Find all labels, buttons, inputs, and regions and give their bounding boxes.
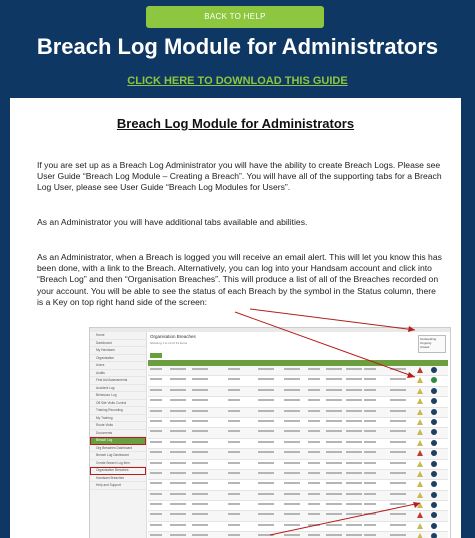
key-line-closed: Closed bbox=[420, 345, 430, 349]
additional-tabs-paragraph: As an Administrator you will have additional tabs available and abilities. bbox=[37, 217, 308, 227]
screenshot-sidebar-item: Users bbox=[90, 362, 146, 370]
email-alert-paragraph: As an Administrator, when a Breach is logged you will receive an email alert. This will let you know this has been done, with a link to the Breach. Alternatively, you can log into your Handsam account and click into “Breach Log” and then “Organisation Breaches”. This will produce a list of all of the Breaches recorded on your account. You will be able to see the status of each Breach by the symbol in the Status column, there is a Key on top right hand side of the screen: bbox=[37, 252, 442, 307]
screenshot-sidebar-item: Home bbox=[90, 332, 146, 340]
screenshot-sidebar-item: My Training bbox=[90, 415, 146, 423]
screenshot-sidebar-item: Route Visits bbox=[90, 422, 146, 430]
screenshot-sidebar-item: First Aid Assessments bbox=[90, 377, 146, 385]
screenshot-title: Organisation Breaches bbox=[150, 334, 196, 339]
screenshot-sidebar-item: Organisation Breaches bbox=[90, 467, 146, 475]
screenshot-sidebar-item: Accident Log bbox=[90, 385, 146, 393]
screenshot-sidebar-item: Org Breaches Dashboard bbox=[90, 445, 146, 453]
guide-document bbox=[10, 98, 461, 538]
arrow-to-rows bbox=[270, 503, 420, 535]
arrow-head-key bbox=[408, 326, 415, 332]
key-line-outstanding: Outstanding bbox=[420, 337, 437, 341]
screenshot-sidebar-item: Handsam Breaches bbox=[90, 475, 146, 483]
back-to-help-button[interactable]: BACK TO HELP bbox=[146, 6, 324, 28]
screenshot-subtitle: Showing 1 to 13 of 13 items bbox=[150, 341, 188, 345]
arrow-head-rows bbox=[413, 502, 420, 508]
download-guide-link[interactable]: CLICK HERE TO DOWNLOAD THIS GUIDE bbox=[127, 75, 348, 87]
screenshot-sidebar-item: Off Site Visits Control bbox=[90, 400, 146, 408]
screenshot-sidebar-item: Create Breach Log Item bbox=[90, 460, 146, 468]
screenshot-sidebar-item: Help and Support bbox=[90, 482, 146, 490]
screenshot-sidebar-item: Behaviour Log bbox=[90, 392, 146, 400]
intro-paragraph: If you are set up as a Breach Log Administrator you will have the ability to create Breach Logs. Please see User Guide “Breach Log Module – Creating a Breach”. You will have all of the supporting tabs for a Breach Log User, please see User Guide “Breach Log Modules for Users”. bbox=[37, 160, 442, 193]
screenshot-sidebar-item: Breach Log Dashboard bbox=[90, 452, 146, 460]
screenshot-sidebar-item: Audits bbox=[90, 370, 146, 378]
screenshot-sidebar-item: Dashboard bbox=[90, 340, 146, 348]
document-heading: Breach Log Module for Administrators bbox=[116, 116, 355, 131]
screenshot-sidebar-item: Documents bbox=[90, 430, 146, 438]
screenshot-sidebar-item: Training Recording bbox=[90, 407, 146, 415]
page-title: Breach Log Module for Administrators bbox=[36, 34, 439, 59]
annotation-arrows bbox=[10, 98, 461, 538]
arrow-to-status bbox=[235, 312, 415, 377]
arrow-head-status bbox=[407, 372, 415, 378]
screenshot-sidebar-item: Organisation bbox=[90, 355, 146, 363]
screenshot-sidebar-item: Breach Log bbox=[90, 437, 146, 445]
key-line-ongoing: Ongoing bbox=[420, 341, 432, 345]
screenshot-sidebar-item: My Handsam bbox=[90, 347, 146, 355]
